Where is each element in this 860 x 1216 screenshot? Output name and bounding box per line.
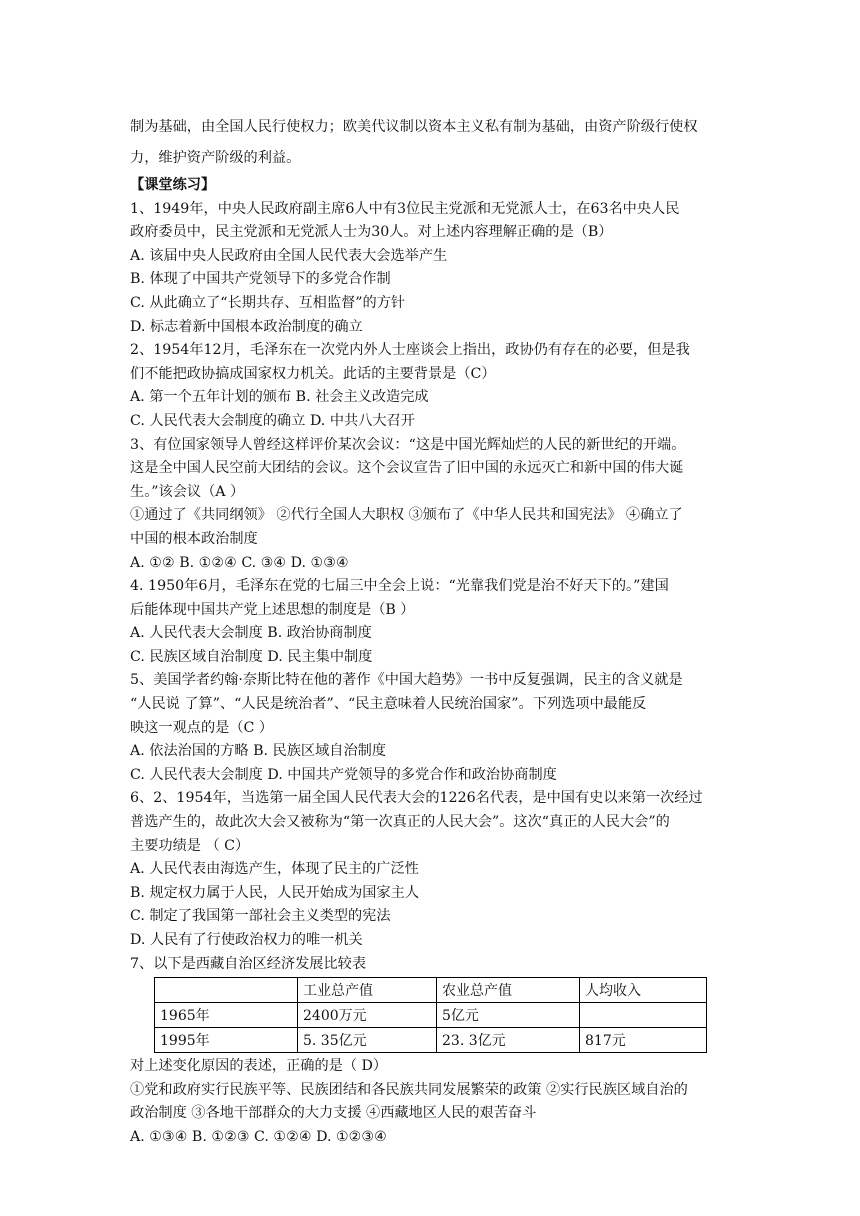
text-line: 力，维护资产阶级的利益。 xyxy=(130,150,301,166)
text-line: 5、美国学者约翰·奈斯比特在他的著作《中国大趋势》一书中反复强调，民主的含义就是 xyxy=(130,672,683,689)
table-cell: 1995年 xyxy=(155,1028,298,1053)
table-header-cell: 农业总产值 xyxy=(437,978,580,1003)
text-line: “人民说 了算”、“人民是统治者”、“民主意味着人民统治国家”。下列选项中最能反 xyxy=(130,696,647,713)
text-line: A. 该届中央人民政府由全国人民代表大会选举产生 xyxy=(130,247,448,264)
text-line: A. 第一个五年计划的颁布 B. 社会主义改造完成 xyxy=(130,389,429,406)
text-line: 2、1954年12月，毛泽东在一次党内外人士座谈会上指出，政协仍有存在的必要，但是我 xyxy=(130,342,690,359)
text-line: 这是全中国人民空前大团结的会议。这个会议宣告了旧中国的永远灭亡和新中国的伟大诞 xyxy=(130,460,684,477)
table-cell: 5. 35亿元 xyxy=(298,1028,437,1053)
text-line: 们不能把政协搞成国家权力机关。此话的主要背景是（C） xyxy=(130,365,496,382)
text-line: D. 人民有了行使政治权力的唯一机关 xyxy=(130,932,363,948)
table-cell: 1965年 xyxy=(155,1003,298,1028)
text-line: C. 从此确立了“长期共存、互相监督”的方针 xyxy=(130,294,406,311)
exercise-list-continued xyxy=(130,1055,730,1149)
text-line: 6、2、1954年，当选第一届全国人民代表大会的1226名代表，是中国有史以来第一次经过 xyxy=(130,790,703,807)
text-line: C. 人民代表大会制度的确立 D. 中共八大召开 xyxy=(130,412,415,429)
text-line: 1、1949年，中央人民政府副主席6人中有3位民主党派和无党派人士，在63名中央人民 xyxy=(130,200,680,217)
text-line: 7、以下是西藏自治区经济发展比较表 xyxy=(130,955,367,972)
table-header-cell: 人均收入 xyxy=(580,978,707,1003)
table-cell: 2400万元 xyxy=(298,1003,437,1028)
text-line: 中国的根本政治制度 xyxy=(130,530,258,547)
text-line: C. 制定了我国第一部社会主义类型的宪法 xyxy=(130,908,391,925)
section-title: 【课堂练习】 xyxy=(130,177,216,193)
text-line: 政府委员中，民主党派和无党派人士为30人。对上述内容理解正确的是（B） xyxy=(130,224,613,241)
text-line: 3、有位国家领导人曾经这样评价某次会议：“这是中国光辉灿烂的人民的新世纪的开端。 xyxy=(130,436,686,453)
text-line: 对上述变化原因的表述，正确的是（ D） xyxy=(130,1058,388,1075)
table-cell: 23. 3亿元 xyxy=(437,1028,580,1053)
table-cell: 5亿元 xyxy=(437,1003,580,1028)
text-line: 制为基础，由全国人民行使权力；欧美代议制以资本主义私有制为基础，由资产阶级行使权 xyxy=(130,119,698,135)
table-row xyxy=(155,1003,707,1028)
text-line: A. ①② B. ①②④ C. ③④ D. ①③④ xyxy=(130,554,349,571)
text-line: 生。”该会议（A ） xyxy=(130,483,245,500)
text-line: D. 标志着新中国根本政治制度的确立 xyxy=(130,318,363,335)
text-line: A. 人民代表大会制度 B. 政治协商制度 xyxy=(130,625,372,642)
table-cell xyxy=(580,1003,707,1028)
tibet-economy-table-wrap xyxy=(154,977,730,1053)
text-line: B. 体现了中国共产党领导下的多党合作制 xyxy=(130,271,391,288)
table-header-row xyxy=(155,978,707,1003)
table-row xyxy=(155,1028,707,1053)
tibet-economy-table xyxy=(154,977,707,1053)
text-line: B. 规定权力属于人民，人民开始成为国家主人 xyxy=(130,884,420,901)
exercise-list xyxy=(130,198,730,977)
text-line: 映这一观点的是（C ） xyxy=(130,719,274,736)
table-header-cell xyxy=(155,978,298,1003)
text-line: ①通过了《共同纲领》 ②代行全国人大职权 ③颁布了《中华人民共和国宪法》 ④确立了 xyxy=(130,507,683,524)
document-body xyxy=(130,112,730,1150)
text-line: A. 人民代表由海选产生，体现了民主的广泛性 xyxy=(130,861,419,878)
text-line: 政治制度 ③各地干部群众的大力支援 ④西藏地区人民的艰苦奋斗 xyxy=(130,1105,537,1122)
text-line: A. 依法治国的方略 B. 民族区域自治制度 xyxy=(130,743,387,760)
text-line: A. ①③④ B. ①②③ C. ①②④ D. ①②③④ xyxy=(130,1128,387,1145)
text-line: 后能体现中国共产党上述思想的制度是（B ） xyxy=(130,601,415,618)
text-line: 主要功绩是 （ C） xyxy=(130,837,250,854)
table-header-cell: 工业总产值 xyxy=(298,978,437,1003)
table-cell: 817元 xyxy=(580,1028,707,1053)
text-line: ①党和政府实行民族平等、民族团结和各民族共同发展繁荣的政策 ②实行民族区域自治的 xyxy=(130,1081,688,1098)
text-line: 4. 1950年6月，毛泽东在党的七届三中全会上说：“光靠我们党是治不好天下的。”建国 xyxy=(130,578,669,595)
text-line: C. 民族区域自治制度 D. 民主集中制度 xyxy=(130,648,373,665)
text-line: C. 人民代表大会制度 D. 中国共产党领导的多党合作和政治协商制度 xyxy=(130,766,557,783)
text-line: 普选产生的，故此次大会又被称为“第一次真正的人民大会”。这次“真正的人民大会”的 xyxy=(130,814,670,831)
